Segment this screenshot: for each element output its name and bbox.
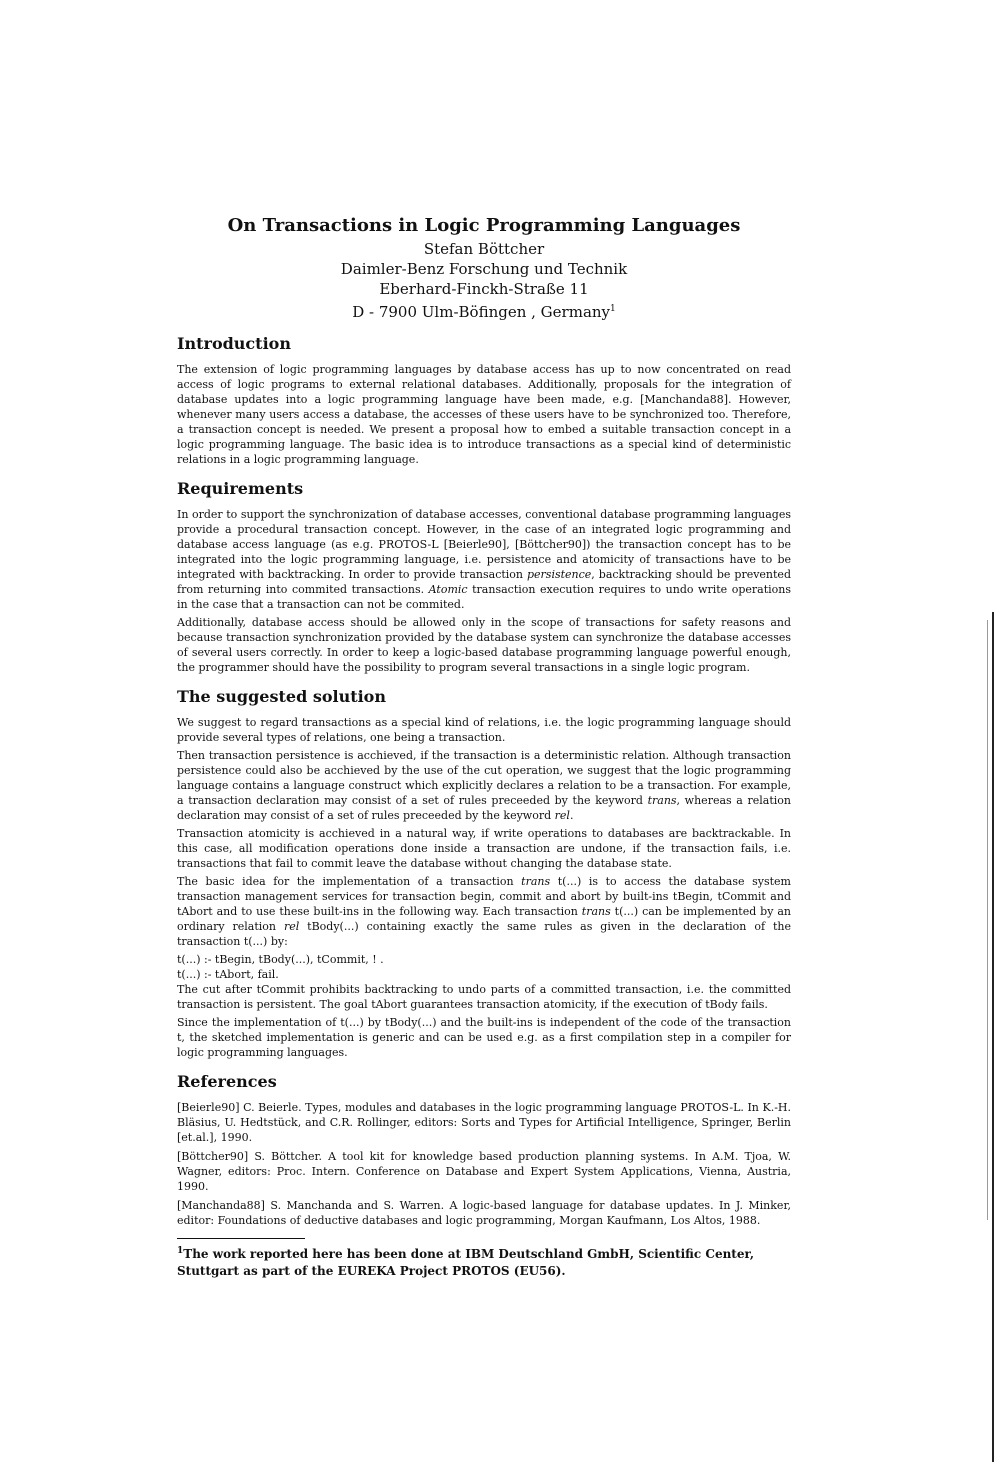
- scan-edge-line: [992, 612, 994, 1462]
- solution-paragraph-5: The cut after tCommit prohibits backtracking to undo parts of a committed transaction, i.e. the committed transaction is persistent. The goal tAbort guarantees transaction atomicity, if the execution of tBody fails.: [177, 983, 791, 1011]
- paper-page: [177, 212, 791, 1280]
- requirements-paragraph-1: [177, 507, 791, 612]
- text-run: The basic idea for the implementation of a transaction: [177, 875, 522, 888]
- scan-edge-shadow: [987, 620, 988, 1220]
- section-heading-requirements: Requirements: [177, 479, 304, 498]
- keyword-trans: trans: [521, 875, 551, 888]
- author-street: Eberhard-Finckh-Straße 11: [379, 280, 589, 298]
- text-run: , backtracking should be prevented from returning into commited transactions.: [177, 568, 791, 596]
- keyword-trans: trans: [581, 905, 611, 918]
- reference-item: [Manchanda88] S. Manchanda and S. Warren. A logic-based language for database updates. In J. Minker, editor: Foundations of deductive databases and logic programming, Morgan Kaufmann, Los Altos, 1988.: [177, 1199, 791, 1227]
- author-city: [177, 299, 791, 322]
- reference-item: [Beierle90] C. Beierle. Types, modules and databases in the logic programming language PROTOS-L. In K.-H. Bläsius, U. Hedtstück, and C.R. Rollinger, editors: Sorts and Types for Artificial Intelligence, Springer, Berlin [et.al.], 1990.: [177, 1101, 791, 1144]
- solution-paragraph-4: [177, 874, 791, 949]
- footnote-divider: [177, 1238, 305, 1239]
- section-heading-solution: The suggested solution: [177, 687, 386, 706]
- section-heading-introduction: Introduction: [177, 334, 291, 353]
- footnote-number: 1: [177, 1246, 184, 1256]
- code-line-1: t(...) :- tBegin, tBody(...), tCommit, ! .: [177, 953, 384, 966]
- text-run: t(...) can be implemented by an ordinary relation: [177, 905, 791, 933]
- section-solution: [177, 687, 791, 1060]
- reference-item: [Böttcher90] S. Böttcher. A tool kit for knowledge based production planning systems. In A.M. Tjoa, W. Wagner, editors: Proc. Intern. Conference on Database and Expert System Applications, Vienna, Austria, 1990.: [177, 1150, 791, 1193]
- keyword-rel: rel: [283, 920, 300, 933]
- text-run: Then transaction persistence is acchieved, if the transaction is a deterministic relation. Although transaction persistence could also be acchieved by the use of the cut operation, we suggest that the logic programming language contains a language construct which explicitly declares a relation to be a transaction. For example, a transaction declaration may consist of a set of rules preceeded by the keyword: [177, 749, 791, 807]
- footnote: [177, 1243, 791, 1280]
- emphasis-persistence: persistence: [526, 568, 592, 581]
- requirements-paragraph-2: Additionally, database access should be allowed only in the scope of transactions for safety reasons and because transaction synchronization provided by the database system can synchronize the database accesses of several users correctly. In order to keep a logic-based database programming language powerful enough, the programmer should have the possibility to program several transactions in a single logic program.: [177, 616, 791, 674]
- author-city-text: D - 7900 Ulm-Böfingen , Germany: [352, 303, 611, 321]
- text-run: tBody(...) containing exactly the same rules as given in the declaration of the transaction t(...) by:: [177, 920, 791, 948]
- author-affiliation: Daimler-Benz Forschung und Technik: [340, 260, 628, 278]
- keyword-rel: rel: [554, 809, 570, 822]
- solution-paragraph-2: [177, 748, 791, 823]
- text-run: t(...) is to access the database system transaction management services for transaction begin, commit and abort by built-ins tBegin, tCommit and tAbort and to use these built-ins in the following way. Each transaction: [177, 875, 791, 918]
- introduction-paragraph: The extension of logic programming languages by database access has up to now concentrated on read access of logic programs to external relational databases. Additionally, proposals for the integration of database updates into a logic programming language have been made, e.g. [Manchanda88]. However, whenever many users access a database, the accesses of these users have to be synchronized too. Therefore, a transaction concept is needed. We present a proposal how to embed a suitable transaction concept in a logic programming language. The basic idea is to introduce transactions as a special kind of deterministic relations in a logic programming language.: [177, 363, 791, 466]
- section-heading-references: References: [177, 1072, 277, 1091]
- section-requirements: [177, 479, 791, 675]
- keyword-trans: trans: [647, 794, 677, 807]
- text-run: transaction execution requires to undo write operations in the case that a transaction can not be commited.: [177, 583, 791, 611]
- paper-header: [177, 212, 791, 322]
- emphasis-atomic: Atomic: [428, 583, 468, 596]
- section-references: [177, 1072, 791, 1228]
- code-line-2: t(...) :- tAbort, fail.: [177, 968, 279, 981]
- solution-paragraph-3: Transaction atomicity is acchieved in a natural way, if write operations to databases are backtrackable. In this case, all modification operations done inside a transaction are undone, if the transaction fails, i.e. transactions that fail to commit leave the database without changing the database state.: [177, 827, 791, 870]
- solution-paragraph-1: We suggest to regard transactions as a special kind of relations, i.e. the logic programming language should provide several types of relations, one being a transaction.: [177, 716, 791, 744]
- paper-title: On Transactions in Logic Programming Languages: [227, 215, 741, 236]
- text-run: , whereas a relation declaration may consist of a set of rules preceeded by the keyword: [177, 794, 792, 822]
- footnote-text: The work reported here has been done at IBM Deutschland GmbH, Scientific Center, Stuttgart as part of the EUREKA Project PROTOS (EU56).: [177, 1247, 755, 1278]
- author-name: Stefan Böttcher: [423, 240, 545, 258]
- text-run: In order to support the synchronization of database accesses, conventional database programming languages provide a procedural transaction concept. However, in the case of an integrated logic programming and database access language (as e.g. PROTOS-L [Beierle90], [Böttcher90]) the transaction concept has to be integrated into the logic programming language, i.e. persistence and atomicity of transactions have to be integrated with backtracking. In order to provide transaction: [177, 508, 791, 581]
- text-run: .: [569, 809, 574, 822]
- solution-paragraph-6: Since the implementation of t(...) by tBody(...) and the built-ins is independent of the code of the transaction t, the sketched implementation is generic and can be used e.g. as a first compilation step in a compiler for logic programming languages.: [177, 1016, 791, 1059]
- footnote-marker: 1: [610, 304, 616, 314]
- section-introduction: [177, 334, 791, 467]
